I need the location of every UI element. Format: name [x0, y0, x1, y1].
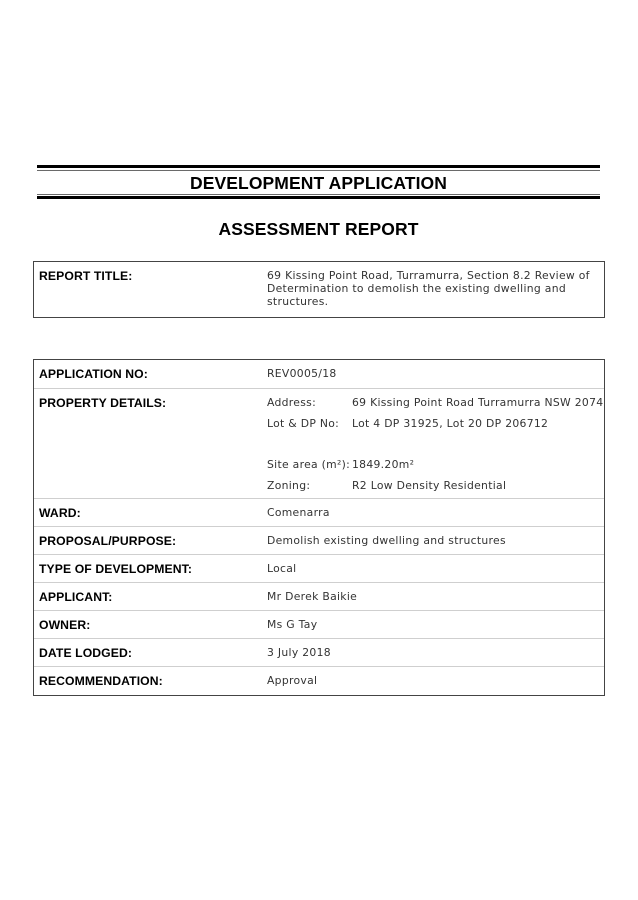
table-row — [34, 554, 604, 582]
site-area-key: Site area (m²): — [267, 458, 351, 471]
owner-label: OWNER: — [39, 618, 91, 632]
development-type-value: Local — [267, 562, 297, 575]
application-no-label: APPLICATION NO: — [39, 367, 148, 381]
development-type-label: TYPE OF DEVELOPMENT: — [39, 562, 193, 576]
site-area-value: 1849.20m² — [352, 458, 415, 471]
recommendation-label: RECOMMENDATION: — [39, 674, 163, 688]
title-rule-bottom — [37, 196, 600, 199]
report-title-box — [33, 261, 605, 318]
address-line — [267, 396, 603, 409]
table-row — [34, 360, 604, 388]
zoning-line — [267, 479, 506, 492]
table-row — [34, 638, 604, 666]
details-table — [33, 359, 605, 696]
lot-line — [267, 417, 548, 430]
report-title-line: 69 Kissing Point Road, Turramurra, Section 8.2 Review of — [267, 269, 590, 282]
application-no-value: REV0005/18 — [267, 367, 337, 380]
address-key: Address: — [267, 396, 317, 409]
recommendation-value: Approval — [267, 674, 318, 687]
table-row — [34, 526, 604, 554]
report-title-line: structures. — [267, 295, 329, 308]
zoning-key: Zoning: — [267, 479, 311, 492]
property-details-label: PROPERTY DETAILS: — [39, 396, 167, 410]
ward-value: Comenarra — [267, 506, 330, 519]
ward-label: WARD: — [39, 506, 81, 520]
report-title-row — [34, 262, 604, 317]
applicant-value: Mr Derek Baikie — [267, 590, 358, 603]
proposal-value: Demolish existing dwelling and structures — [267, 534, 506, 547]
document-title: DEVELOPMENT APPLICATION — [189, 173, 448, 193]
date-lodged-label: DATE LODGED: — [39, 646, 133, 660]
table-row — [34, 610, 604, 638]
document-subtitle: ASSESSMENT REPORT — [218, 219, 419, 239]
table-row — [34, 388, 604, 498]
report-title-label: REPORT TITLE: — [39, 269, 133, 283]
report-title-value — [267, 269, 590, 308]
site-area-line — [267, 458, 414, 471]
lot-key: Lot & DP No: — [267, 417, 340, 430]
title-rule-top-thin — [37, 170, 600, 171]
applicant-label: APPLICANT: — [39, 590, 113, 604]
table-row — [34, 666, 604, 694]
lot-value: Lot 4 DP 31925, Lot 20 DP 206712 — [352, 417, 549, 430]
report-title-line: Determination to demolish the existing dwelling and — [267, 282, 567, 295]
zoning-value: R2 Low Density Residential — [352, 479, 507, 492]
title-rule-bottom-thin — [37, 194, 600, 195]
date-lodged-value: 3 July 2018 — [267, 646, 331, 659]
table-row — [34, 498, 604, 526]
owner-value: Ms G Tay — [267, 618, 318, 631]
address-value: 69 Kissing Point Road Turramurra NSW 2074 — [352, 396, 604, 409]
table-row — [34, 582, 604, 610]
title-rule-top — [37, 165, 600, 168]
proposal-label: PROPOSAL/PURPOSE: — [39, 534, 177, 548]
